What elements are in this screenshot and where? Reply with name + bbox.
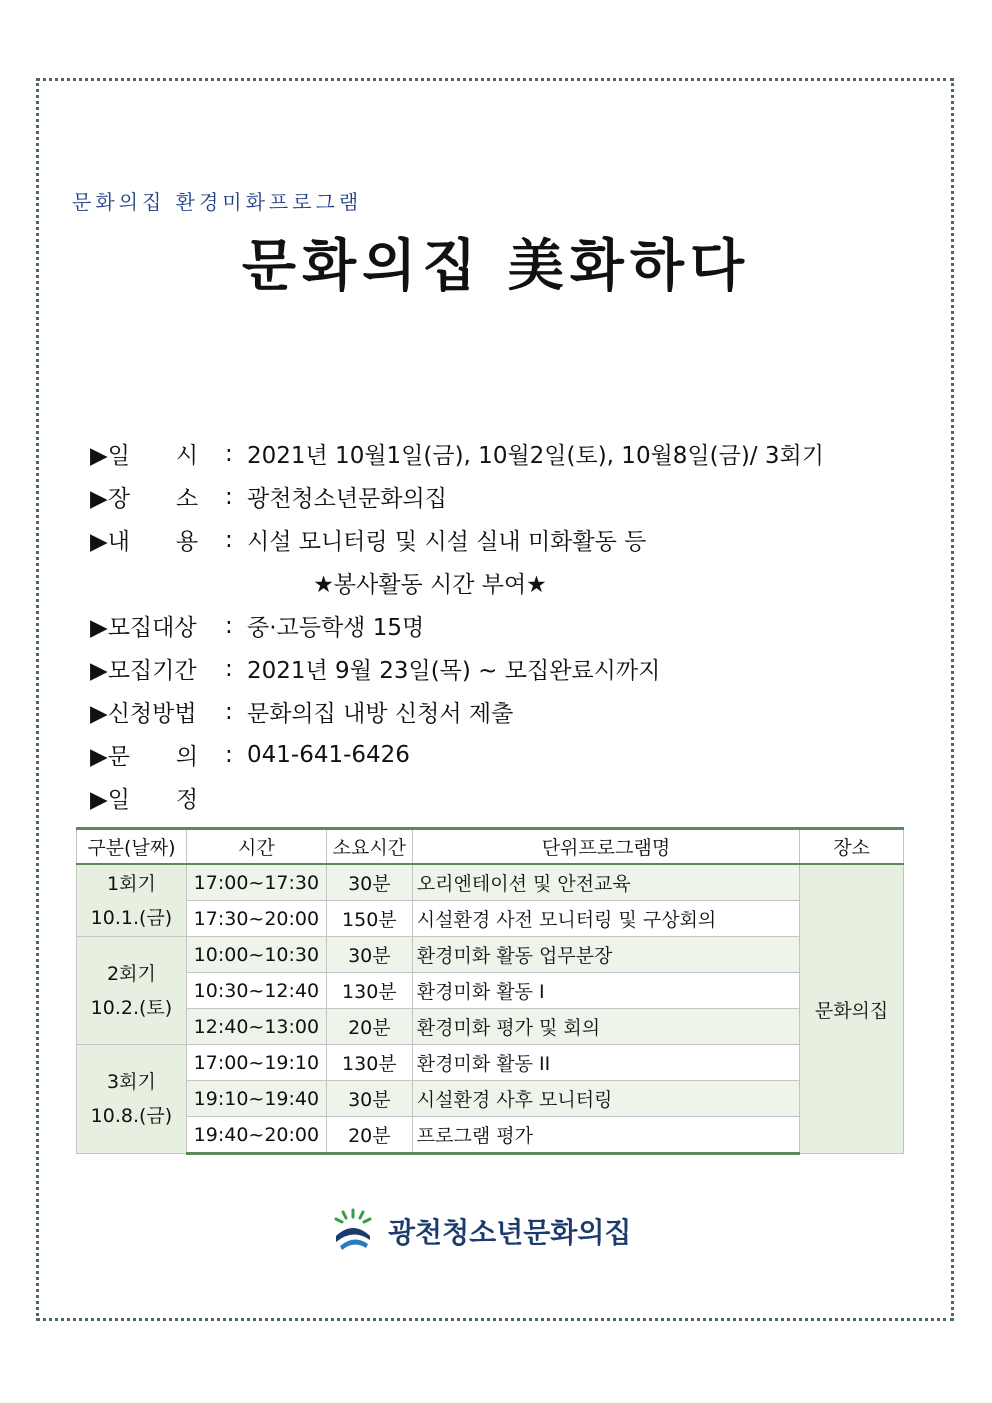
info-label: ▶모집기간 [90, 658, 197, 684]
volunteer-note [90, 561, 910, 604]
duration-cell: 30분 [326, 1081, 412, 1117]
header-duration: 소요시간 [326, 829, 412, 865]
header-program: 단위프로그램명 [412, 829, 799, 865]
info-row-target [90, 604, 910, 647]
time-cell: 17:00~19:10 [186, 1045, 326, 1081]
duration-cell: 130분 [326, 1045, 412, 1081]
info-label: ▶장 소 [90, 486, 199, 512]
time-cell: 12:40~13:00 [186, 1009, 326, 1045]
info-value: 광천청소년문화의집 [247, 486, 447, 512]
program-cell: 시설환경 사후 모니터링 [412, 1081, 799, 1117]
info-row-place [90, 475, 910, 518]
table-row [77, 1045, 904, 1081]
place-cell: 문화의집 [800, 864, 904, 1154]
session-date: 10.8.(금) [90, 1105, 173, 1127]
duration-cell: 150분 [326, 901, 412, 937]
session-cell [77, 937, 187, 1045]
info-colon: : [225, 612, 233, 639]
duration-cell: 20분 [326, 1009, 412, 1045]
time-cell: 19:10~19:40 [186, 1081, 326, 1117]
info-colon: : [225, 655, 233, 682]
session-date: 10.1.(금) [90, 906, 173, 929]
table-row [77, 1009, 904, 1045]
info-label: ▶모집대상 [90, 615, 197, 641]
info-colon: : [225, 741, 233, 768]
table-row [77, 864, 904, 901]
info-label: ▶내 용 [90, 529, 199, 555]
header-session: 구분(날짜) [77, 829, 187, 865]
info-value: 2021년 9월 23일(목) ~ 모집완료시까지 [247, 658, 661, 684]
info-value: 시설 모니터링 및 시설 실내 미화활동 등 [247, 529, 647, 555]
time-cell: 10:30~12:40 [186, 973, 326, 1009]
info-value: 2021년 10월1일(금), 10월2일(토), 10월8일(금)/ 3회기 [247, 443, 824, 469]
info-value: 중·고등학생 15명 [247, 615, 425, 641]
duration-cell: 30분 [326, 937, 412, 973]
program-cell: 환경미화 평가 및 회의 [412, 1009, 799, 1045]
info-colon: : [225, 698, 233, 725]
session-cell [77, 864, 187, 937]
info-row-method [90, 690, 910, 733]
page-title: 문화의집 美화하다 [241, 234, 751, 299]
time-cell: 19:40~20:00 [186, 1117, 326, 1154]
time-cell: 17:00~17:30 [186, 864, 326, 901]
duration-cell: 30분 [326, 864, 412, 901]
youth-center-logo-icon [330, 1206, 376, 1256]
info-label: ▶일 시 [90, 443, 199, 469]
duration-cell: 20분 [326, 1117, 412, 1154]
info-colon: : [225, 526, 233, 553]
session-date: 10.2.(토) [90, 996, 173, 1019]
volunteer-note-text: ★봉사활동 시간 부여★ [313, 572, 547, 598]
info-row-date [90, 432, 910, 475]
time-cell: 17:30~20:00 [186, 901, 326, 937]
header-time: 시간 [186, 829, 326, 865]
info-list [90, 432, 910, 819]
info-value: 041-641-6426 [247, 741, 410, 768]
table-row [77, 901, 904, 937]
table-row [77, 1117, 904, 1154]
session-name: 1회기 [107, 872, 156, 895]
table-row [77, 1081, 904, 1117]
table-header-row [77, 829, 904, 865]
info-row-contact [90, 733, 910, 776]
schedule-table [76, 827, 904, 1155]
session-name: 2회기 [107, 962, 156, 985]
info-value: 문화의집 내방 신청서 제출 [247, 701, 514, 727]
info-row-schedule [90, 776, 910, 819]
info-label: ▶일 정 [90, 787, 199, 813]
program-cell: 환경미화 활동 업무분장 [412, 937, 799, 973]
organization-name: 광천청소년문화의집 [388, 1216, 632, 1249]
time-cell: 10:00~10:30 [186, 937, 326, 973]
program-cell: 오리엔테이션 및 안전교육 [412, 864, 799, 901]
info-label: ▶신청방법 [90, 701, 197, 727]
footer-logo [330, 1206, 631, 1256]
subtitle: 문화의집 환경미화프로그램 [72, 190, 363, 214]
duration-cell: 130분 [326, 973, 412, 1009]
info-label: ▶문 의 [90, 744, 199, 770]
table-row [77, 973, 904, 1009]
info-colon: : [225, 440, 233, 467]
table-row [77, 937, 904, 973]
program-cell: 환경미화 활동 I [412, 973, 799, 1009]
program-cell: 환경미화 활동 II [412, 1045, 799, 1081]
info-colon: : [225, 483, 233, 510]
program-cell: 프로그램 평가 [412, 1117, 799, 1154]
info-row-period [90, 647, 910, 690]
header-place: 장소 [800, 829, 904, 865]
session-name: 3회기 [107, 1071, 156, 1093]
info-row-content [90, 518, 910, 561]
session-cell [77, 1045, 187, 1154]
program-cell: 시설환경 사전 모니터링 및 구상회의 [412, 901, 799, 937]
